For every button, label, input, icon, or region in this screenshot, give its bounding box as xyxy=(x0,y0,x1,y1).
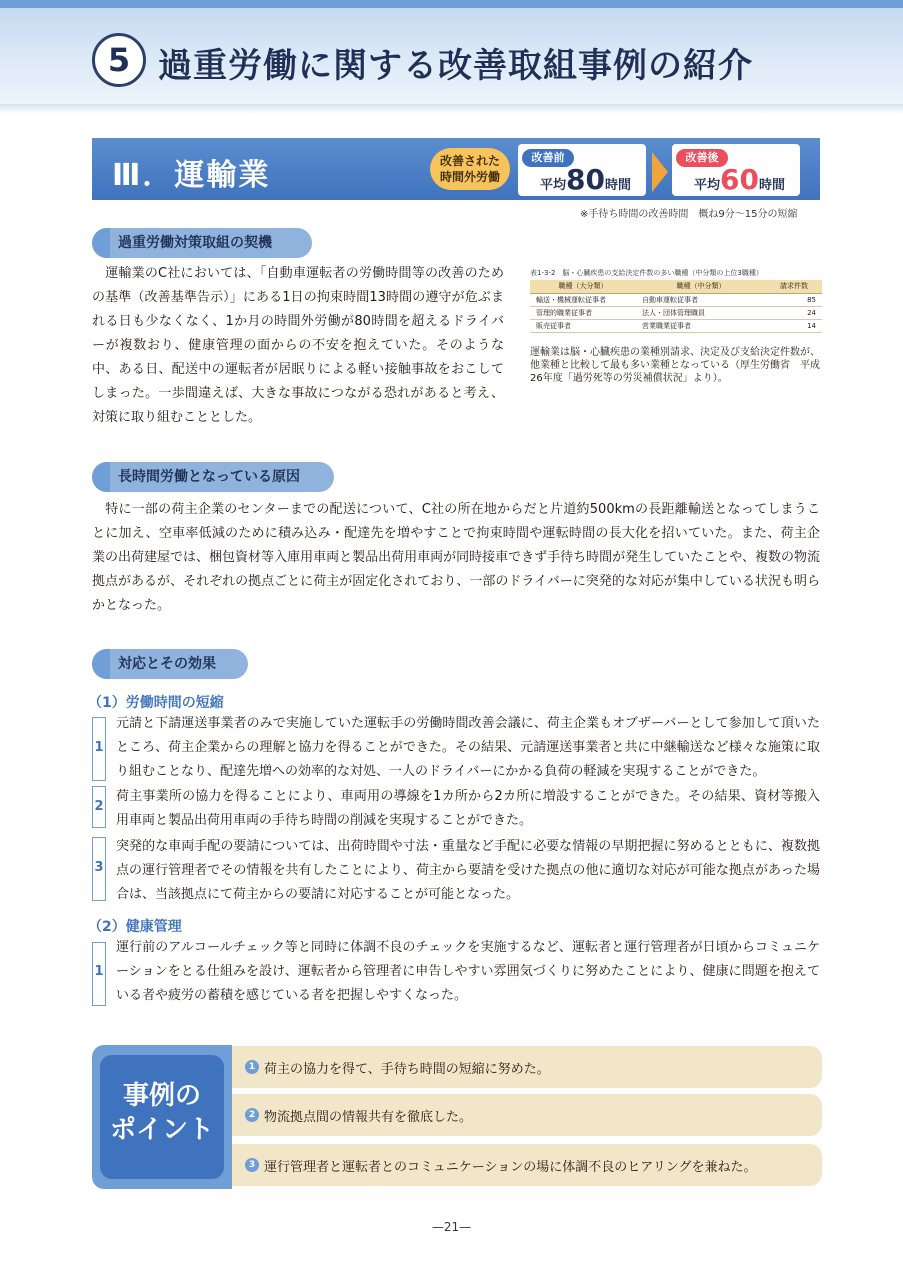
table-header: 職種（中分類） xyxy=(636,280,766,293)
item-number: 1 xyxy=(94,740,104,755)
item-number: 1 xyxy=(94,964,104,979)
item-number: 2 xyxy=(94,799,104,814)
overtime-badge-line2: 時間外労働 xyxy=(439,170,500,184)
overtime-badge-line1: 改善された xyxy=(439,154,500,168)
points-label-line2: ポイント xyxy=(109,1115,214,1145)
work-hours-item-2: 荷主事業所の協力を得ることにより、車両用の導線を1カ所から2カ所に増設することができた。その結果、資材等搬入用車両と製品出荷用車両の手待ち時間の削減を実現することができた。 xyxy=(116,789,820,828)
table-cell: 販売従事者 xyxy=(530,319,636,332)
section-title: 過重労働に関する改善取組事例の紹介 xyxy=(158,46,753,86)
point-text: 荷主の協力を得て、手待ち時間の短縮に努めた。 xyxy=(264,1062,550,1077)
points-label-line1: 事例の xyxy=(122,1081,201,1111)
subheading-work-hours: （1）労働時間の短縮 xyxy=(88,695,224,711)
industry-title: Ⅲ．運輸業 xyxy=(112,158,271,193)
table-header-row xyxy=(530,280,822,293)
overtime-badge xyxy=(430,148,510,190)
table-row xyxy=(530,306,822,319)
after-unit: 時間 xyxy=(758,178,785,193)
table-cell: 24 xyxy=(766,306,822,319)
heading-trigger: 過重労働対策取組の契機 xyxy=(92,228,312,258)
heading-causes: 長時間労働となっている原因 xyxy=(92,462,334,492)
improvement-note: ※手待ち時間の改善時間 概ね9分～15分の短縮 xyxy=(580,209,798,220)
trigger-paragraph: 運輸業のC社においては、「自動車運転者の労働時間等の改善のための基準（改善基準告示）」にある1日の拘束時間13時間の遵守が危ぶまれる日も少なくなく、1か月の時間外労働が80時間を超えるドライバーが複数おり、健康管理の面からの不安を抱えていた。そのような中、ある日、配送中の運転者が居眠りによる軽い接触事故をおこしてしまった。一歩間違えば、大きな事故につながる恐れがあると考え、対策に取り組むこととした。 xyxy=(92,266,504,425)
top-strip xyxy=(0,0,903,8)
table-caption: 運輸業は脳・心臓疾患の業種別請求、決定及び支給決定件数が、他業種と比較して最も多い業種となっている（厚生労働省 平成26年度「過労死等の労災補償状況」より）。 xyxy=(530,347,820,384)
item-number: 3 xyxy=(94,860,104,875)
table-title: 表1-3-2 脳・心臓疾患の支給決定件数の多い職種（中分類の上位3職種） xyxy=(530,269,763,277)
point-number: 3 xyxy=(245,1158,259,1172)
after-label: 改善後 xyxy=(676,149,728,167)
section-number: 5 xyxy=(92,33,146,87)
table-cell: 輸送・機械運転従事者 xyxy=(530,293,636,306)
before-unit: 時間 xyxy=(604,178,631,193)
arrow-icon xyxy=(652,152,668,192)
heading-response: 対応とその効果 xyxy=(92,649,248,679)
point-number: 2 xyxy=(245,1108,259,1122)
table-cell: 14 xyxy=(766,319,822,332)
table-cell: 自動車運転従事者 xyxy=(636,293,766,306)
banner-shadow xyxy=(0,104,903,114)
page-number: —21— xyxy=(431,1220,472,1234)
work-hours-item-3: 突発的な車両手配の要請については、出荷時間や寸法・重量など手配に必要な情報の早期把握に努めるとともに、複数拠点の運行管理者でその情報を共有したことにより、荷主から要請を受けた拠点の他に適切な対応が可能な拠点があった場合は、当該拠点にて荷主からの要請に対応することが可能となった。 xyxy=(116,839,820,902)
point-text: 運行管理者と運転者とのコミュニケーションの場に体調不良のヒアリングを兼ねた。 xyxy=(264,1160,757,1175)
table-row xyxy=(530,319,822,332)
points-label xyxy=(100,1055,224,1179)
after-prefix: 平均 xyxy=(694,178,721,193)
table-cell: 85 xyxy=(766,293,822,306)
point-number: 1 xyxy=(245,1060,259,1074)
work-hours-item-1: 元請と下請運送事業者のみで実施していた運転手の労働時間改善会議に、荷主企業もオブザーバーとして参加して頂いたところ、荷主企業からの理解と協力を得ることができた。その結果、元請運送事業者と共に中継輸送など様々な施策に取り組むことなり、配達先増への効率的な対処、一人のドライバーにかかる負荷の軽減を実現することができた。 xyxy=(116,716,820,779)
table-header: 請求件数 xyxy=(766,280,822,293)
before-number: 80 xyxy=(566,163,605,196)
after-number: 60 xyxy=(720,163,759,196)
occupation-table xyxy=(530,280,822,333)
subheading-health: （2）健康管理 xyxy=(88,919,182,935)
table-header: 職種（大分類） xyxy=(530,280,636,293)
before-prefix: 平均 xyxy=(540,178,567,193)
health-item-1: 運行前のアルコールチェック等と同時に体調不良のチェックを実施するなど、運転者と運行管理者が日頃からコミュニケーションをとる仕組みを設け、運転者から管理者に申告しやすい雰囲気づくりに努めたことにより、健康に問題を抱えている者や疲労の蓄積を感じている者を把握しやすくなった。 xyxy=(116,940,820,1003)
table-cell: 営業職業従事者 xyxy=(636,319,766,332)
causes-paragraph: 特に一部の荷主企業のセンターまでの配送について、C社の所在地からだと片道約500kmの長距離輸送となってしまうことに加え、空車率低減のために積み込み・配達先を増やすことで拘束時間や運転時間の長大化を招いていた。また、荷主企業の出荷建屋では、梱包資材等入庫用車両と製品出荷用車両が同時接車できず手待ち時間が発生していたことや、複数の物流拠点があるが、それぞれの拠点ごとに荷主が固定化されており、一部のドライバーに突発的な対応が集中している状況も明らかとなった。 xyxy=(92,502,820,613)
point-text: 物流拠点間の情報共有を徹底した。 xyxy=(264,1110,473,1125)
before-label: 改善前 xyxy=(522,149,574,167)
table-row xyxy=(530,293,822,306)
after-value xyxy=(694,163,798,196)
table-cell: 管理的職業従事者 xyxy=(530,306,636,319)
table-cell: 法人・団体管理職員 xyxy=(636,306,766,319)
before-value xyxy=(540,163,644,196)
